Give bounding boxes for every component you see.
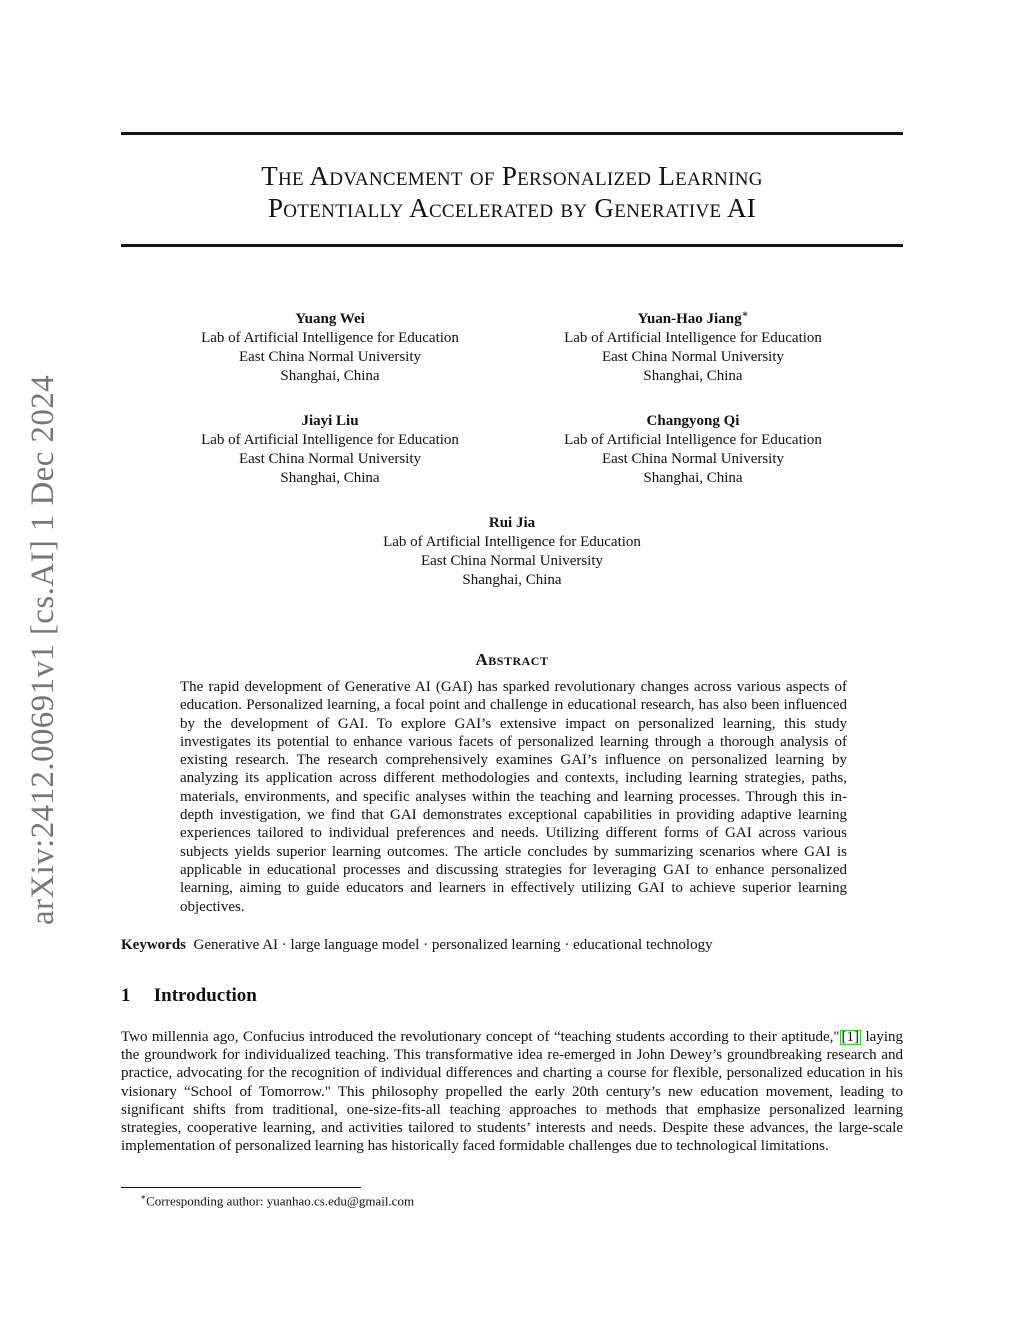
author-block-1	[150, 305, 510, 386]
author-affiliation: Lab of Artificial Intelligence for Education	[383, 534, 641, 550]
author-affiliation: Lab of Artificial Intelligence for Education	[201, 330, 459, 346]
title-line-2: Potentially Accelerated by Generative AI	[267, 193, 757, 223]
author-name: Jiayi Liu	[301, 413, 359, 429]
footnote-mark: ∗	[140, 1192, 147, 1202]
citation-link[interactable]: [1]	[841, 1029, 860, 1045]
author-block-5	[332, 509, 692, 590]
author-university: East China Normal University	[420, 553, 604, 569]
footnote-text: Corresponding author: yuanhao.cs.edu@gmail.com	[146, 1193, 415, 1209]
author-location: Shanghai, China	[280, 470, 380, 486]
section-heading	[121, 985, 257, 1007]
author-location: Shanghai, China	[280, 368, 380, 384]
author-university: East China Normal University	[238, 451, 422, 467]
author-university: East China Normal University	[601, 349, 785, 365]
corresponding-mark: ∗	[741, 309, 749, 320]
author-block-4	[513, 407, 873, 488]
footnote	[140, 1192, 414, 1209]
arxiv-sidebar-id: arXiv:2412.00691v1 [cs.AI] 1 Dec 2024	[25, 374, 61, 925]
author-block-2	[513, 305, 873, 386]
author-university: East China Normal University	[238, 349, 422, 365]
abstract-body: The rapid development of Generative AI (GAI) has sparked revolutionary changes across various aspects of education. Personalized learning, a focal point and challenge in educational research, has also been influenced by the development of GAI. To explore GAI’s extensive impact on personalized learning, this study investigates its potential to enhance various facets of personalized learning through a thorough analysis of existing research. The research comprehensively examines GAI’s influence on personalized learning by analyzing its application across different methodologies and contexts, including learning strategies, paths, materials, environments, and specific analyses within the teaching and learning processes. Through this in-depth investigation, we find that GAI demonstrates exceptional capabilities in providing adaptive learning experiences tailored to individual preferences and needs. Utilizing different forms of GAI across various subjects yields superior learning outcomes. The article concludes by summarizing scenarios where GAI is applicable in educational processes and discussing strategies for leveraging GAI to enhance personalized learning, aiming to guide educators and learners in effectively utilizing GAI to achieve superior learning objectives.	[180, 679, 847, 915]
author-name: Yuang Wei	[295, 311, 365, 327]
author-name: Changyong Qi	[646, 413, 740, 429]
footnote-rule	[121, 1187, 361, 1188]
keywords-line	[121, 937, 713, 954]
intro-paragraph: Two millennia ago, Confucius introduced the revolutionary concept of “teaching students according to their aptitude," [1] laying the groundwork for individualized teaching. This transformative idea re-emerged in John Dewey’s groundbreaking research and practice, advocating for the recognition of individual differences and charting a course for flexible, personalized education in his visionary “School of Tomorrow." This philosophy propelled the early 20th century’s new education movement, leading to significant shifts from traditional, one-size-fits-all teaching approaches to methods that emphasize personalized learning strategies, cooperative learning, and activities tailored to students’ interests and needs. Despite these advances, the large-scale implementation of personalized learning has historically faced formidable challenges due to technological limitations.	[121, 1029, 903, 1155]
author-affiliation: Lab of Artificial Intelligence for Education	[564, 432, 822, 448]
author-location: Shanghai, China	[643, 368, 743, 384]
paper-title	[121, 160, 903, 224]
keywords-label: Keywords	[121, 937, 186, 953]
abstract-heading: Abstract	[475, 650, 549, 669]
author-name: Rui Jia	[488, 515, 536, 531]
author-affiliation: Lab of Artificial Intelligence for Education	[201, 432, 459, 448]
section-number: 1	[121, 985, 131, 1006]
author-affiliation: Lab of Artificial Intelligence for Education	[564, 330, 822, 346]
title-line-1: The Advancement of Personalized Learning	[261, 161, 763, 191]
author-block-3	[150, 407, 510, 488]
title-bottom-rule	[121, 244, 903, 247]
author-name: Yuan-Hao Jiang∗	[637, 309, 749, 327]
title-top-rule	[121, 132, 903, 135]
section-title: Introduction	[153, 985, 257, 1006]
author-location: Shanghai, China	[462, 572, 562, 588]
author-university: East China Normal University	[601, 451, 785, 467]
author-location: Shanghai, China	[643, 470, 743, 486]
keywords-text: Generative AI · large language model · personalized learning · educational technology	[193, 937, 713, 953]
